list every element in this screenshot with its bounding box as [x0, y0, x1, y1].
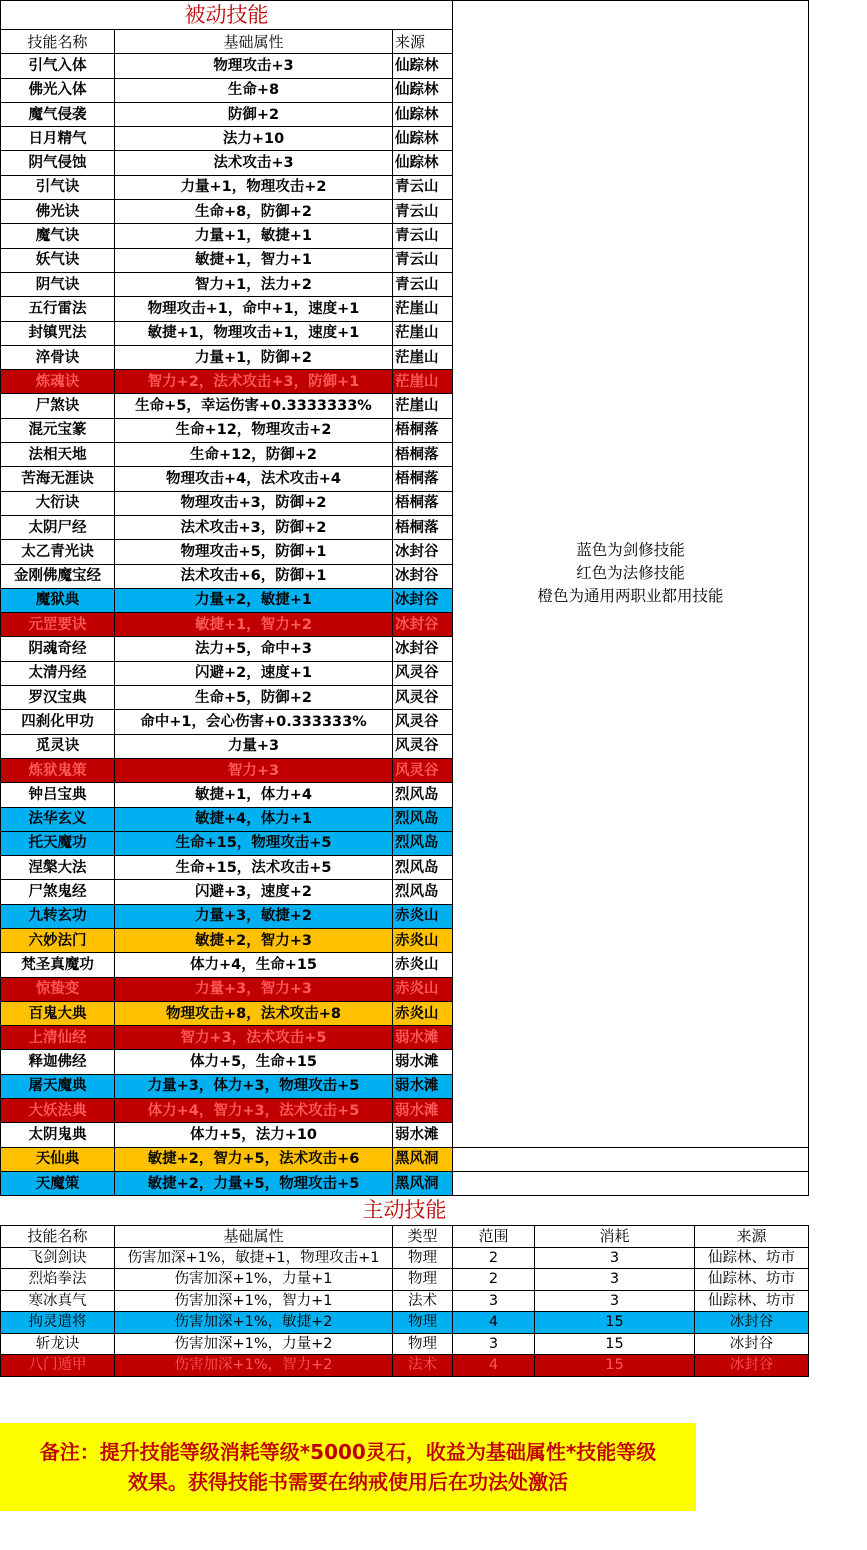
- skill-source-cell: 梧桐落: [393, 515, 453, 539]
- active-attr-cell: 伤害加深+1%，智力+1: [115, 1290, 393, 1312]
- skill-attr-cell: 物理攻击+4，法术攻击+4: [115, 467, 393, 491]
- skill-name-cell: 天魔策: [1, 1171, 115, 1195]
- active-attr-cell: 伤害加深+1%，力量+1: [115, 1269, 393, 1291]
- header-source: 来源: [393, 30, 453, 54]
- skill-attr-cell: 生命+8，防御+2: [115, 200, 393, 224]
- skill-name-cell: 封镇咒法: [1, 321, 115, 345]
- skill-source-cell: 茫崖山: [393, 321, 453, 345]
- skill-name-cell: 淬骨诀: [1, 345, 115, 369]
- skill-attr-cell: 生命+15，法术攻击+5: [115, 856, 393, 880]
- skill-attr-cell: 法术攻击+6，防御+1: [115, 564, 393, 588]
- skill-attr-cell: 物理攻击+8，法术攻击+8: [115, 1001, 393, 1025]
- skill-source-cell: 风灵谷: [393, 710, 453, 734]
- active-header-base-attr: 基础属性: [115, 1226, 393, 1248]
- active-skill-row: [1, 1290, 809, 1312]
- skill-name-cell: 惊蛰变: [1, 977, 115, 1001]
- skill-attr-cell: 物理攻击+3: [115, 54, 393, 78]
- skill-source-cell: 赤炎山: [393, 928, 453, 952]
- skill-source-cell: 冰封谷: [393, 613, 453, 637]
- active-cost-cell: 15: [535, 1312, 695, 1334]
- skill-source-cell: 茫崖山: [393, 370, 453, 394]
- skill-source-cell: 仙踪林: [393, 127, 453, 151]
- skill-attr-cell: 体力+5，法力+10: [115, 1123, 393, 1147]
- skill-attr-cell: 敏捷+1，物理攻击+1，速度+1: [115, 321, 393, 345]
- skill-name-cell: 混元宝篆: [1, 418, 115, 442]
- active-skill-row: [1, 1312, 809, 1334]
- skill-attr-cell: 物理攻击+1，命中+1，速度+1: [115, 297, 393, 321]
- skill-attr-cell: 闪避+2，速度+1: [115, 661, 393, 685]
- skill-attr-cell: 闪避+3，速度+2: [115, 880, 393, 904]
- header-base-attr: 基础属性: [115, 30, 393, 54]
- skill-source-cell: 仙踪林: [393, 78, 453, 102]
- active-cost-cell: 3: [535, 1247, 695, 1269]
- skill-attr-cell: 敏捷+4，体力+1: [115, 807, 393, 831]
- skill-name-cell: 大妖法典: [1, 1099, 115, 1123]
- skill-name-cell: 炼狱鬼策: [1, 758, 115, 782]
- skill-name-cell: 引气诀: [1, 175, 115, 199]
- skill-source-cell: 梧桐落: [393, 491, 453, 515]
- skill-source-cell: 弱水滩: [393, 1026, 453, 1050]
- skill-source-cell: 弱水滩: [393, 1099, 453, 1123]
- skill-source-cell: 青云山: [393, 272, 453, 296]
- skill-name-cell: 苦海无涯诀: [1, 467, 115, 491]
- active-type-cell: 物理: [393, 1312, 453, 1334]
- skill-source-cell: 风灵谷: [393, 661, 453, 685]
- skill-attr-cell: 力量+1，敏捷+1: [115, 224, 393, 248]
- skill-source-cell: 烈风岛: [393, 831, 453, 855]
- skill-attr-cell: 敏捷+2，力量+5，物理攻击+5: [115, 1171, 393, 1195]
- skill-name-cell: 六妙法门: [1, 928, 115, 952]
- skill-name-cell: 阴气侵蚀: [1, 151, 115, 175]
- active-type-cell: 法术: [393, 1290, 453, 1312]
- skill-name-cell: 五行雷法: [1, 297, 115, 321]
- skill-source-cell: 赤炎山: [393, 953, 453, 977]
- skill-attr-cell: 物理攻击+5，防御+1: [115, 540, 393, 564]
- skill-attr-cell: 法术攻击+3，防御+2: [115, 515, 393, 539]
- skill-source-cell: 烈风岛: [393, 783, 453, 807]
- skill-source-cell: 青云山: [393, 200, 453, 224]
- active-attr-cell: 伤害加深+1%，敏捷+2: [115, 1312, 393, 1334]
- skill-name-cell: 上清仙经: [1, 1026, 115, 1050]
- skill-attr-cell: 智力+3: [115, 758, 393, 782]
- skill-attr-cell: 敏捷+1，智力+2: [115, 613, 393, 637]
- passive-skill-row: [1, 1147, 809, 1171]
- header-skill-name: 技能名称: [1, 30, 115, 54]
- skill-attr-cell: 生命+5，幸运伤害+0.3333333%: [115, 394, 393, 418]
- skill-attr-cell: 生命+12，防御+2: [115, 443, 393, 467]
- skill-source-cell: 仙踪林: [393, 151, 453, 175]
- active-header-cost: 消耗: [535, 1226, 695, 1248]
- skill-source-cell: 弱水滩: [393, 1123, 453, 1147]
- skill-source-cell: 弱水滩: [393, 1050, 453, 1074]
- skill-name-cell: 大衍诀: [1, 491, 115, 515]
- active-attr-cell: 伤害加深+1%，智力+2: [115, 1355, 393, 1377]
- skill-source-cell: 茫崖山: [393, 394, 453, 418]
- remark-line-1: 备注：提升技能等级消耗等级*5000灵石，收益为基础属性*技能等级: [39, 1440, 657, 1464]
- active-skills-table: [0, 1195, 809, 1377]
- active-skill-row: [1, 1247, 809, 1269]
- skill-name-cell: 四刹化甲功: [1, 710, 115, 734]
- skill-name-cell: 太阴鬼典: [1, 1123, 115, 1147]
- skill-attr-cell: 命中+1，会心伤害+0.333333%: [115, 710, 393, 734]
- skill-attr-cell: 生命+12，物理攻击+2: [115, 418, 393, 442]
- skill-attr-cell: 法力+5，命中+3: [115, 637, 393, 661]
- skill-name-cell: 日月精气: [1, 127, 115, 151]
- skill-name-cell: 法华玄义: [1, 807, 115, 831]
- skill-source-cell: 青云山: [393, 175, 453, 199]
- skill-name-cell: 阴魂奇经: [1, 637, 115, 661]
- skill-source-cell: 冰封谷: [393, 588, 453, 612]
- active-src-cell: 仙踪林、坊市: [695, 1290, 809, 1312]
- active-name-cell: 八门遁甲: [1, 1355, 115, 1377]
- active-range-cell: 2: [453, 1247, 535, 1269]
- skill-source-cell: 黑风洞: [393, 1171, 453, 1195]
- skill-attr-cell: 敏捷+1，体力+4: [115, 783, 393, 807]
- skill-name-cell: 尸煞鬼经: [1, 880, 115, 904]
- active-cost-cell: 15: [535, 1355, 695, 1377]
- skill-attr-cell: 智力+2，法术攻击+3，防御+1: [115, 370, 393, 394]
- skill-attr-cell: 法力+10: [115, 127, 393, 151]
- active-src-cell: 仙踪林、坊市: [695, 1269, 809, 1291]
- skill-name-cell: 金刚佛魔宝经: [1, 564, 115, 588]
- skill-attr-cell: 力量+3，体力+3，物理攻击+5: [115, 1074, 393, 1098]
- skill-name-cell: 尸煞诀: [1, 394, 115, 418]
- skill-attr-cell: 生命+15，物理攻击+5: [115, 831, 393, 855]
- skill-name-cell: 梵圣真魔功: [1, 953, 115, 977]
- passive-title-row: [1, 1, 809, 30]
- skill-name-cell: 太乙青光诀: [1, 540, 115, 564]
- skill-source-cell: 风灵谷: [393, 758, 453, 782]
- remark-line-2: 效果。获得技能书需要在纳戒使用后在功法处激活: [128, 1470, 568, 1494]
- skill-source-cell: 烈风岛: [393, 807, 453, 831]
- active-type-cell: 物理: [393, 1269, 453, 1291]
- skill-name-cell: 太清丹经: [1, 661, 115, 685]
- skill-name-cell: 罗汉宝典: [1, 686, 115, 710]
- active-name-cell: 飞剑剑诀: [1, 1247, 115, 1269]
- skill-source-cell: 梧桐落: [393, 418, 453, 442]
- skill-attr-cell: 生命+5，防御+2: [115, 686, 393, 710]
- skill-name-cell: 魔气侵袭: [1, 102, 115, 126]
- skill-source-cell: 弱水滩: [393, 1074, 453, 1098]
- active-name-cell: 烈焰拳法: [1, 1269, 115, 1291]
- skill-source-cell: 赤炎山: [393, 977, 453, 1001]
- skill-name-cell: 阴气诀: [1, 272, 115, 296]
- skill-attr-cell: 体力+4，生命+15: [115, 953, 393, 977]
- skill-attr-cell: 智力+3，法术攻击+5: [115, 1026, 393, 1050]
- skill-attr-cell: 体力+5，生命+15: [115, 1050, 393, 1074]
- active-range-cell: 4: [453, 1355, 535, 1377]
- active-src-cell: 冰封谷: [695, 1312, 809, 1334]
- skill-name-cell: 元罡要诀: [1, 613, 115, 637]
- skill-name-cell: 炼魂诀: [1, 370, 115, 394]
- skill-name-cell: 天仙典: [1, 1147, 115, 1171]
- active-type-cell: 物理: [393, 1247, 453, 1269]
- skill-name-cell: 太阴尸经: [1, 515, 115, 539]
- active-name-cell: 寒冰真气: [1, 1290, 115, 1312]
- skill-name-cell: 屠天魔典: [1, 1074, 115, 1098]
- skill-attr-cell: 力量+3，敏捷+2: [115, 904, 393, 928]
- skill-name-cell: 九转玄功: [1, 904, 115, 928]
- legend-blue: 蓝色为剑修技能: [576, 541, 685, 560]
- remark-note: [0, 1423, 696, 1511]
- skill-name-cell: 佛光诀: [1, 200, 115, 224]
- skill-attr-cell: 敏捷+2，智力+5，法术攻击+6: [115, 1147, 393, 1171]
- active-range-cell: 4: [453, 1312, 535, 1334]
- skill-attr-cell: 敏捷+2，智力+3: [115, 928, 393, 952]
- skill-source-cell: 黑风洞: [393, 1147, 453, 1171]
- skill-name-cell: 涅槃大法: [1, 856, 115, 880]
- skill-source-cell: 青云山: [393, 224, 453, 248]
- active-src-cell: 冰封谷: [695, 1355, 809, 1377]
- active-range-cell: 2: [453, 1269, 535, 1291]
- skill-source-cell: 仙踪林: [393, 54, 453, 78]
- active-skill-row: [1, 1333, 809, 1355]
- empty-cell: [453, 1147, 809, 1171]
- active-header-source: 来源: [695, 1226, 809, 1248]
- active-skill-row: [1, 1355, 809, 1377]
- active-attr-cell: 伤害加深+1%，敏捷+1，物理攻击+1: [115, 1247, 393, 1269]
- skill-attr-cell: 体力+4，智力+3，法术攻击+5: [115, 1099, 393, 1123]
- active-src-cell: 仙踪林、坊市: [695, 1247, 809, 1269]
- skill-name-cell: 觅灵诀: [1, 734, 115, 758]
- skill-name-cell: 魔狱典: [1, 588, 115, 612]
- active-cost-cell: 15: [535, 1333, 695, 1355]
- skill-source-cell: 茫崖山: [393, 345, 453, 369]
- skill-name-cell: 百鬼大典: [1, 1001, 115, 1025]
- skill-attr-cell: 智力+1，法力+2: [115, 272, 393, 296]
- active-range-cell: 3: [453, 1290, 535, 1312]
- skill-source-cell: 茫崖山: [393, 297, 453, 321]
- color-legend: [453, 1, 809, 1148]
- skill-attr-cell: 物理攻击+3，防御+2: [115, 491, 393, 515]
- active-header-skill-name: 技能名称: [1, 1226, 115, 1248]
- skill-source-cell: 烈风岛: [393, 856, 453, 880]
- active-skill-row: [1, 1269, 809, 1291]
- skill-source-cell: 风灵谷: [393, 686, 453, 710]
- skill-name-cell: 引气入体: [1, 54, 115, 78]
- legend-orange: 橙色为通用两职业都用技能: [537, 587, 724, 606]
- skill-source-cell: 冰封谷: [393, 564, 453, 588]
- active-header-row: [1, 1226, 809, 1248]
- skill-name-cell: 钟吕宝典: [1, 783, 115, 807]
- skill-source-cell: 青云山: [393, 248, 453, 272]
- active-attr-cell: 伤害加深+1%，力量+2: [115, 1333, 393, 1355]
- legend-red: 红色为法修技能: [576, 564, 685, 583]
- active-type-cell: 物理: [393, 1333, 453, 1355]
- skill-attr-cell: 力量+3: [115, 734, 393, 758]
- active-cost-cell: 3: [535, 1290, 695, 1312]
- skill-name-cell: 法相天地: [1, 443, 115, 467]
- skill-source-cell: 烈风岛: [393, 880, 453, 904]
- active-header-type: 类型: [393, 1226, 453, 1248]
- passive-title: 被动技能: [1, 1, 453, 30]
- active-name-cell: 拘灵遣将: [1, 1312, 115, 1334]
- skill-attr-cell: 防御+2: [115, 102, 393, 126]
- active-src-cell: 冰封谷: [695, 1333, 809, 1355]
- skill-attr-cell: 力量+3，智力+3: [115, 977, 393, 1001]
- active-title: 主动技能: [1, 1195, 809, 1226]
- skill-name-cell: 魔气诀: [1, 224, 115, 248]
- skill-name-cell: 托天魔功: [1, 831, 115, 855]
- active-range-cell: 3: [453, 1333, 535, 1355]
- skill-attr-cell: 力量+1，防御+2: [115, 345, 393, 369]
- skill-attr-cell: 法术攻击+3: [115, 151, 393, 175]
- skill-name-cell: 佛光入体: [1, 78, 115, 102]
- skill-attr-cell: 生命+8: [115, 78, 393, 102]
- passive-skill-row: [1, 1171, 809, 1195]
- skill-source-cell: 赤炎山: [393, 1001, 453, 1025]
- skill-source-cell: 风灵谷: [393, 734, 453, 758]
- skill-source-cell: 冰封谷: [393, 637, 453, 661]
- skill-attr-cell: 敏捷+1，智力+1: [115, 248, 393, 272]
- skill-name-cell: 妖气诀: [1, 248, 115, 272]
- skill-source-cell: 冰封谷: [393, 540, 453, 564]
- active-header-range: 范围: [453, 1226, 535, 1248]
- skill-attr-cell: 力量+1，物理攻击+2: [115, 175, 393, 199]
- skill-name-cell: 释迦佛经: [1, 1050, 115, 1074]
- skill-attr-cell: 力量+2，敏捷+1: [115, 588, 393, 612]
- skill-source-cell: 梧桐落: [393, 467, 453, 491]
- skill-source-cell: 仙踪林: [393, 102, 453, 126]
- skill-source-cell: 赤炎山: [393, 904, 453, 928]
- active-cost-cell: 3: [535, 1269, 695, 1291]
- empty-cell: [453, 1171, 809, 1195]
- active-title-row: [1, 1195, 809, 1226]
- skill-source-cell: 梧桐落: [393, 443, 453, 467]
- active-type-cell: 法术: [393, 1355, 453, 1377]
- active-name-cell: 斩龙诀: [1, 1333, 115, 1355]
